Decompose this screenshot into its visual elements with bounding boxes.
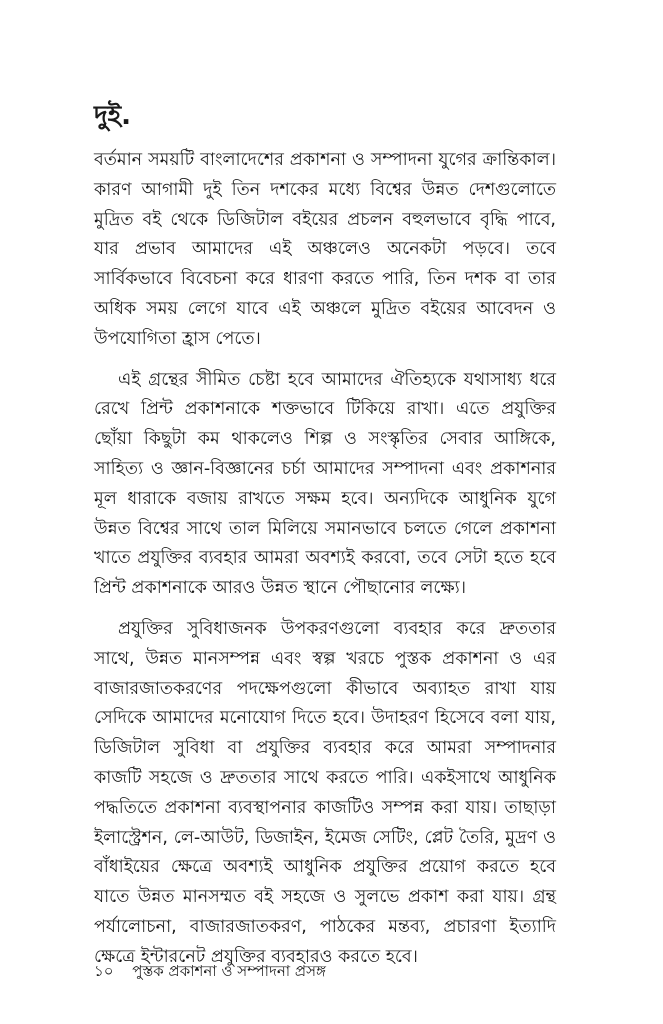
section-heading: দুই. (94, 101, 132, 131)
body-text (94, 146, 556, 984)
paragraph-2: এই গ্রন্থের সীমিত চেষ্টা হবে আমাদের ঐতিহ্যকে যথাসাধ্য ধরে রেখে প্রিন্ট প্রকাশনাকে শক্তভাবে টিকিয়ে রাখা। এতে প্রযুক্তির ছোঁয়া কিছুটা কম থাকলেও শিল্প ও সংস্কৃতির সেবার আঙ্গিকে, সাহিত্য ও জ্ঞান-বিজ্ঞানের চর্চা আমাদের সম্পাদনা এবং প্রকাশনার মূল ধারাকে বজায় রাখতে সক্ষম হবে। অন্যদিকে আধুনিক যুগে উন্নত বিশ্বের সাথে তাল মিলিয়ে সমানভাবে চলতে গেলে প্রকাশনা খাতে প্রযুক্তির ব্যবহার আমরা অবশ্যই করবো, তবে সেটা হতে হবে প্রিন্ট প্রকাশনাকে আরও উন্নত স্থানে পৌছানোর লক্ষ্যে। (94, 369, 556, 599)
running-title: পুস্তক প্রকাশনা ও সম্পাদনা প্রসঙ্গ (132, 962, 326, 980)
paragraph-3: প্রযুক্তির সুবিধাজনক উপকরণগুলো ব্যবহার করে দ্রুততার সাথে, উন্নত মানসম্পন্ন এবং স্বল্প খরচে পুস্তক প্রকাশনা ও এর বাজারজাতকরণের পদক্ষেপগুলো কীভাবে অব্যাহত রাখা যায় সেদিকে আমাদের মনোযোগ দিতে হবে। উদাহরণ হিসেবে বলা যায়, ডিজিটাল সুবিধা বা প্রযুক্তির ব্যবহার করে আমরা সম্পাদনার কাজটি সহজে ও দ্রুততার সাথে করতে পারি। একইসাথে আধুনিক পদ্ধতিতে প্রকাশনা ব্যবস্থাপনার কাজটিও সম্পন্ন করা যায়। তাছাড়া ইলাস্ট্রেশন, লে-আউট, ডিজাইন, ইমেজ সেটিং, প্লেট তৈরি, মুদ্রণ ও বাঁধাইয়ের ক্ষেত্রে অবশ্যই আধুনিক প্রযুক্তির প্রয়োগ করতে হবে যাতে উন্নত মানসম্মত বই সহজে ও সুলভে প্রকাশ করা যায়। গ্রন্থ পর্যালোচনা, বাজারজাতকরণ, পাঠকের মন্তব্য, প্রচারণা ইত্যাদি ক্ষেত্রে ইন্টারনেট প্রযুক্তির ব্যবহারও করতে হবে। (94, 618, 556, 967)
paragraph-1: বর্তমান সময়টি বাংলাদেশের প্রকাশনা ও সম্পাদনা যুগের ক্রান্তিকাল। কারণ আগামী দুই তিন দশকের মধ্যে বিশ্বের উন্নত দেশগুলোতে মুদ্রিত বই থেকে ডিজিটাল বইয়ের প্রচলন বহুলভাবে বৃদ্ধি পাবে, যার প্রভাব আমাদের এই অঞ্চলেও অনেকটা পড়বে। তবে সার্বিকভাবে বিবেচনা করে ধারণা করতে পারি, তিন দশক বা তার অধিক সময় লেগে যাবে এই অঞ্চলে মুদ্রিত বইয়ের আবেদন ও উপযোগিতা হ্রাস পেতে। (94, 150, 556, 349)
page-footer (94, 960, 326, 982)
page-number: ১০ (94, 962, 114, 980)
